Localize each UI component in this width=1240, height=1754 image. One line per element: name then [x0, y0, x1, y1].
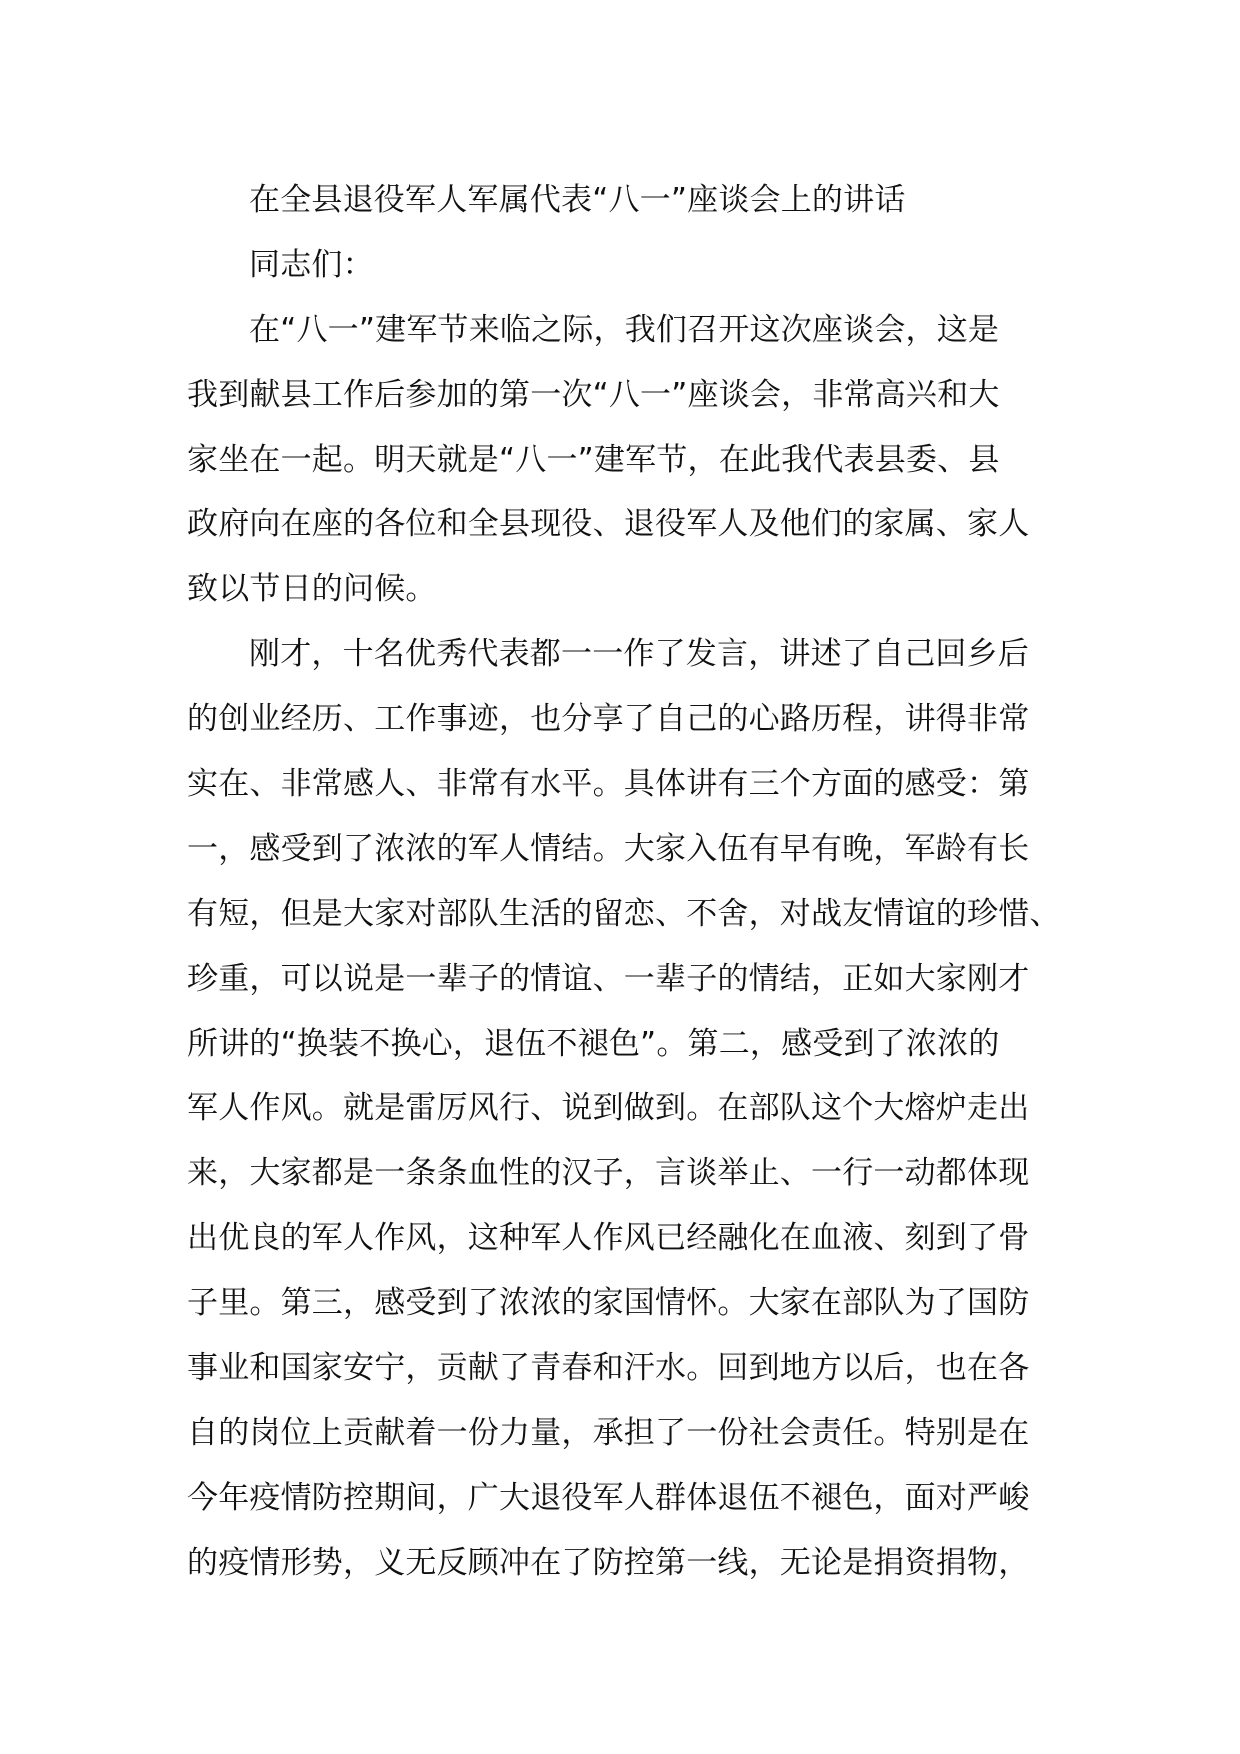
- paragraph-line: 的创业经历、工作事迹，也分享了自己的心路历程，讲得非常: [187, 701, 1030, 738]
- paragraph-line: 致以节日的问候。: [187, 571, 437, 608]
- paragraph-line: 珍重，可以说是一辈子的情谊、一辈子的情结，正如大家刚才: [187, 960, 1030, 997]
- paragraph-line: 今年疫情防控期间，广大退役军人群体退伍不褪色，面对严峻: [187, 1479, 1030, 1516]
- document-title: 在全县退役军人军属代表“八一”座谈会上的讲话: [249, 182, 906, 218]
- paragraph-line: 实在、非常感人、非常有水平。具体讲有三个方面的感受：第: [187, 766, 1030, 803]
- paragraph-line: 有短，但是大家对部队生活的留恋、不舍，对战友情谊的珍惜、: [187, 895, 1061, 932]
- paragraph-line: 我到献县工作后参加的第一次“八一”座谈会，非常高兴和大: [187, 376, 1000, 413]
- paragraph-line: 事业和国家安宁，贡献了青春和汗水。回到地方以后，也在各: [187, 1350, 1030, 1387]
- paragraph-line: 所讲的“换装不换心，退伍不褪色”。第二，感受到了浓浓的: [187, 1025, 1000, 1062]
- paragraph-line: 刚才，十名优秀代表都一一作了发言，讲述了自己回乡后: [249, 636, 1029, 673]
- paragraph-line: 在“八一”建军节来临之际，我们召开这次座谈会，这是: [249, 311, 1000, 348]
- paragraph-line: 的疫情形势，义无反顾冲在了防控第一线，无论是捐资捐物，: [187, 1544, 1030, 1581]
- paragraph-line: 子里。第三，感受到了浓浓的家国情怀。大家在部队为了国防: [187, 1285, 1030, 1322]
- paragraph-line: 自的岗位上贡献着一份力量，承担了一份社会责任。特别是在: [187, 1414, 1030, 1451]
- salutation: 同志们：: [249, 246, 374, 283]
- paragraph-line: 出优良的军人作风，这种军人作风已经融化在血液、刻到了骨: [187, 1220, 1030, 1257]
- paragraph-line: 一，感受到了浓浓的军人情结。大家入伍有早有晚，军龄有长: [187, 830, 1030, 867]
- paragraph-line: 家坐在一起。明天就是“八一”建军节，在此我代表县委、县: [187, 441, 1000, 478]
- paragraph-line: 政府向在座的各位和全县现役、退役军人及他们的家属、家人: [187, 506, 1030, 543]
- paragraph-line: 来，大家都是一条条血性的汉子，言谈举止、一行一动都体现: [187, 1155, 1030, 1192]
- paragraph-line: 军人作风。就是雷厉风行、说到做到。在部队这个大熔炉走出: [187, 1090, 1030, 1127]
- speech-text: [187, 168, 1067, 1596]
